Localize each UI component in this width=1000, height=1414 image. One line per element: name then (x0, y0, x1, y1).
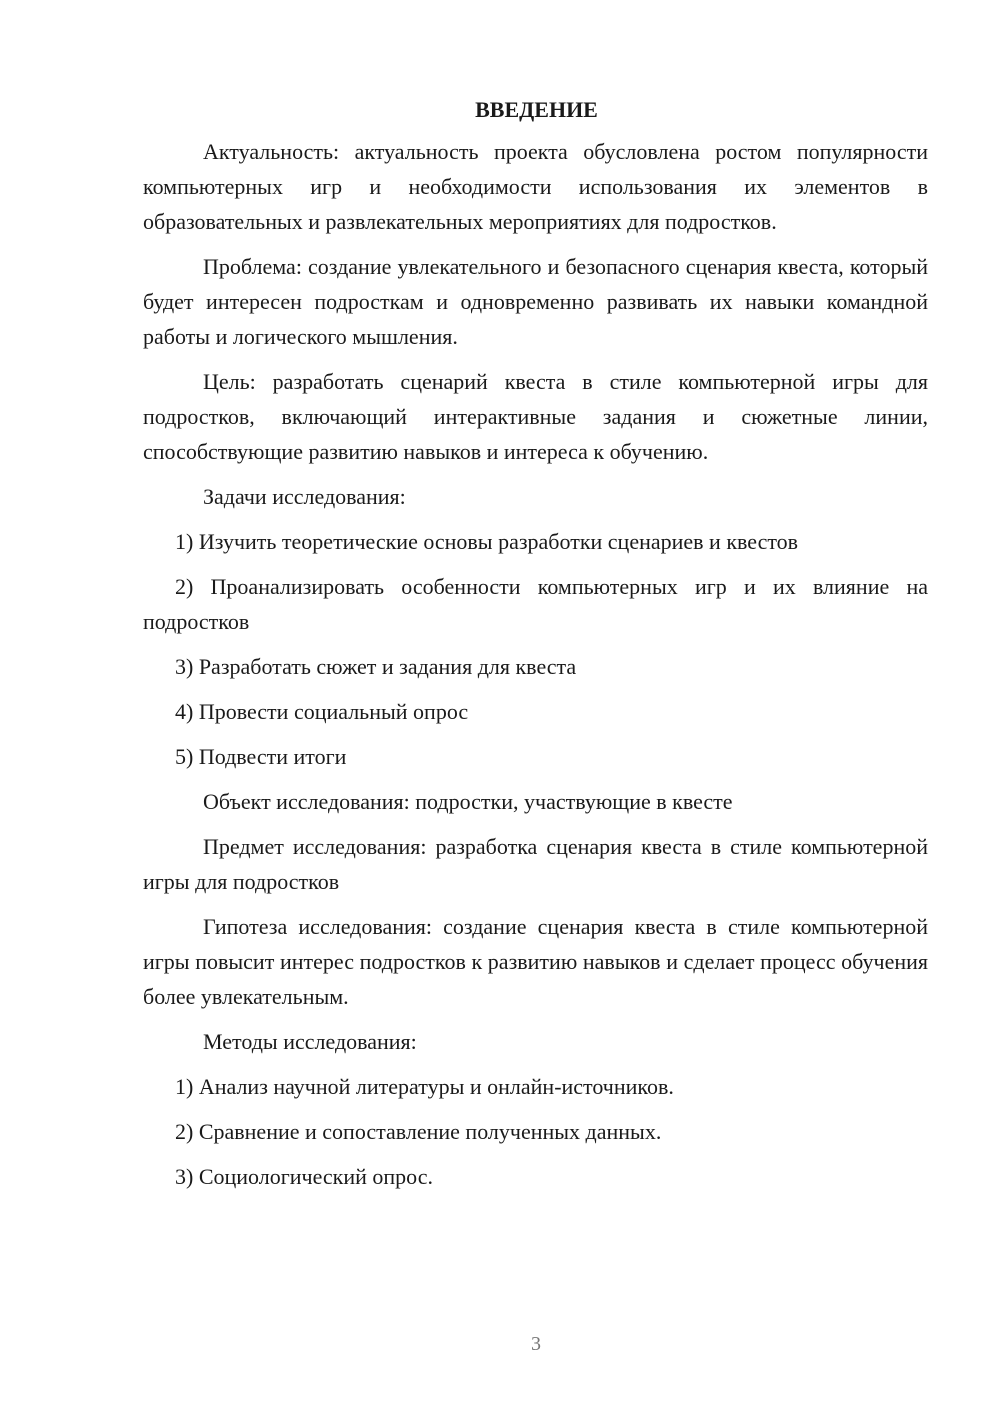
subject-paragraph: Предмет исследования: разработка сценария квеста в стиле компьютерной игры для подростков (143, 834, 928, 894)
object-paragraph: Объект исследования: подростки, участвующие в квесте (203, 789, 733, 814)
document-page (143, 92, 928, 1204)
tasks-heading: Задачи исследования: (203, 484, 406, 509)
method-item: 1) Анализ научной литературы и онлайн-источников. (175, 1074, 674, 1099)
goal-paragraph: Цель: разработать сценарий квеста в стиле компьютерной игры для подростков, включающий интерактивные задания и сюжетные линии, способствующие развитию навыков и интереса к обучению. (143, 369, 928, 464)
relevance-paragraph: Актуальность: актуальность проекта обусловлена ростом популярности компьютерных игр и необходимости использования их элементов в образовательных и развлекательных мероприятиях для подростков. (143, 139, 928, 234)
hypothesis-paragraph: Гипотеза исследования: создание сценария квеста в стиле компьютерной игры повысит интерес подростков к развитию навыков и сделает процесс обучения более увлекательным. (143, 914, 928, 1009)
task-item: 2) Проанализировать особенности компьютерных игр и их влияние на подростков (143, 574, 928, 634)
method-item: 3) Социологический опрос. (175, 1164, 433, 1189)
method-item: 2) Сравнение и сопоставление полученных данных. (175, 1119, 662, 1144)
page-number: 3 (531, 1333, 541, 1355)
task-item: 4) Провести социальный опрос (175, 699, 469, 724)
task-item: 5) Подвести итоги (175, 744, 347, 769)
problem-paragraph: Проблема: создание увлекательного и безопасного сценария квеста, который будет интересен подросткам и одновременно развивать их навыки командной работы и логического мышления. (143, 254, 928, 349)
section-title: ВВЕДЕНИЕ (475, 97, 598, 122)
task-item: 3) Разработать сюжет и задания для квеста (175, 654, 577, 679)
methods-heading: Методы исследования: (203, 1029, 417, 1054)
task-item: 1) Изучить теоретические основы разработки сценариев и квестов (175, 529, 799, 554)
